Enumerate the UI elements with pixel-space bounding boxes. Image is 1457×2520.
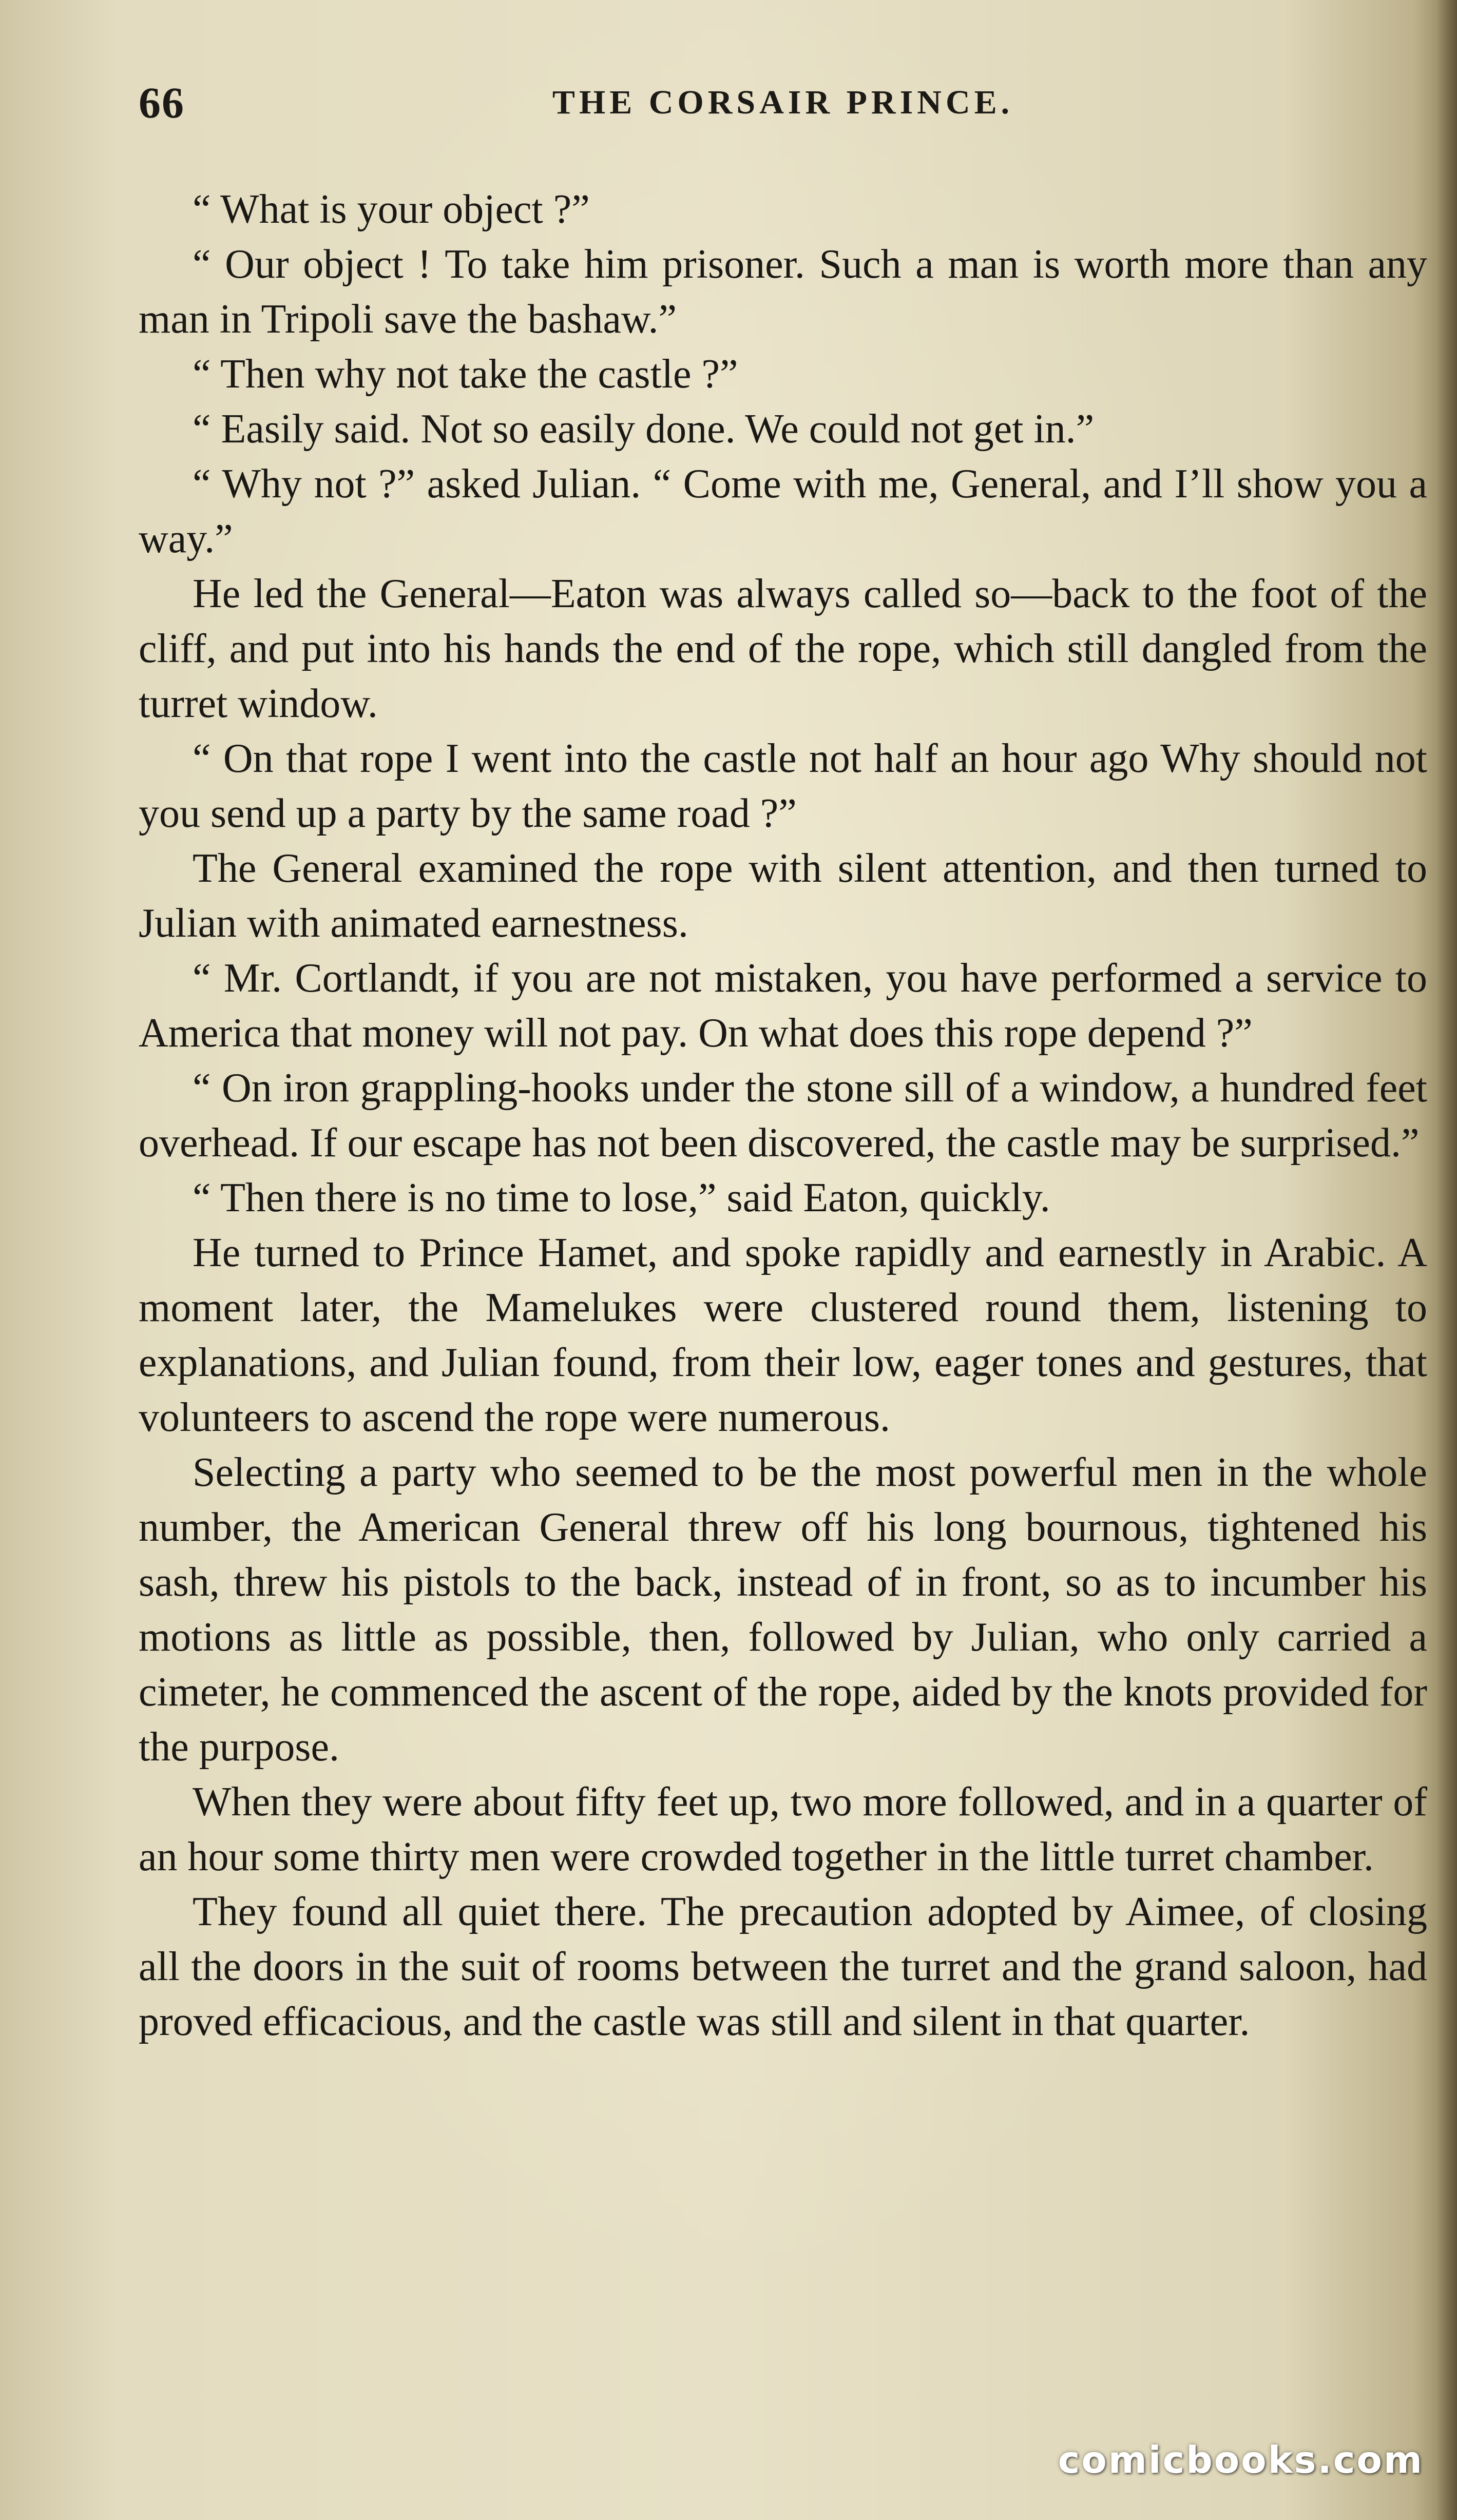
paragraph: “ Our object ! To take him prisoner. Such a man is worth more than any man in Tripoli save the bashaw.” <box>139 242 1427 342</box>
body-text <box>139 182 1427 2049</box>
paragraph: “ Mr. Cortlandt, if you are not mistaken, you have performed a service to America that money will not pay. On what does this rope depend ?” <box>139 956 1427 1056</box>
paragraph: He turned to Prince Hamet, and spoke rapidly and earnestly in Arabic. A moment later, the Mamelukes were clustered round them, listening to explanations, and Julian found, from their low, eager tones and gestures, that volunteers to ascend the rope were numerous. <box>139 1230 1427 1440</box>
paragraph: “ Then why not take the castle ?” <box>193 352 738 397</box>
paragraph: “ What is your object ?” <box>193 187 590 232</box>
paragraph: The General examined the rope with silent attention, and then turned to Julian with animated earnestness. <box>139 846 1427 946</box>
paragraph: When they were about fifty feet up, two more followed, and in a quarter of an hour some thirty men were crowded together in the little turret chamber. <box>139 1779 1427 1879</box>
watermark: comicbooks.com <box>1058 2438 1424 2482</box>
paragraph: “ Easily said. Not so easily done. We could not get in.” <box>193 406 1095 452</box>
paragraph: They found all quiet there. The precaution adopted by Aimee, of closing all the doors in the suit of rooms between the turret and the grand saloon, had proved efficacious, and the castle was still and silent in that quarter. <box>139 1889 1427 2044</box>
paragraph: “ On that rope I went into the castle not half an hour ago Why should not you send up a party by the same road ?” <box>139 736 1427 836</box>
running-head: THE CORSAIR PRINCE. <box>552 84 1014 121</box>
paragraph: Selecting a party who seemed to be the most powerful men in the whole number, the American General threw off his long bournous, tightened his sash, threw his pistols to the back, instead of in front, so as to incumber his motions as little as possible, then, followed by Julian, who only carried a cimeter, he commenced the ascent of the rope, aided by the knots provided for the purpose. <box>139 1450 1427 1770</box>
paragraph: “ On iron grappling-hooks under the stone sill of a window, a hundred feet overhead. If our escape has not been discovered, the castle may be surprised.” <box>139 1065 1427 1166</box>
page-number: 66 <box>139 78 185 127</box>
paragraph: “ Then there is no time to lose,” said Eaton, quickly. <box>193 1175 1050 1220</box>
paragraph: He led the General—Eaton was always called so—back to the foot of the cliff, and put into his hands the end of the rope, which still dangled from the turret window. <box>139 571 1427 726</box>
page-header <box>139 77 1427 133</box>
paragraph: “ Why not ?” asked Julian. “ Come with me, General, and I’ll show you a way.” <box>139 461 1427 561</box>
